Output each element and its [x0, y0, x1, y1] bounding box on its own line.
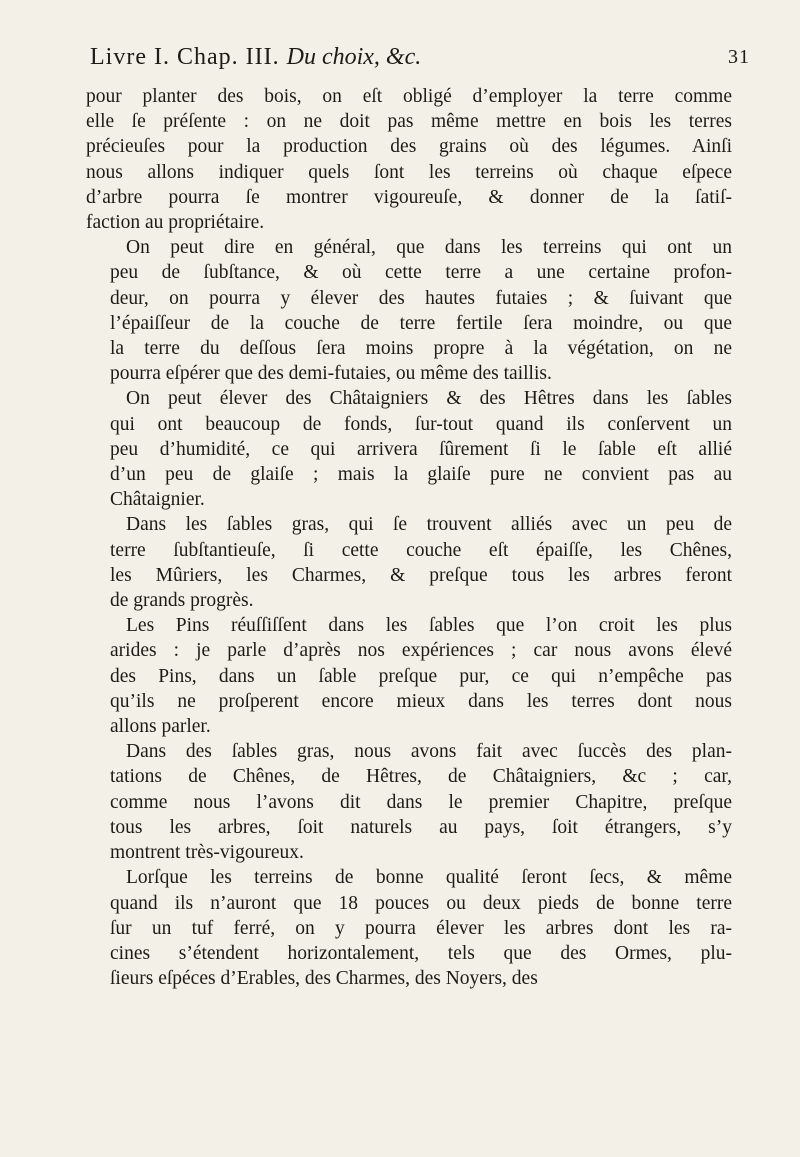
running-title	[90, 44, 421, 71]
paragraph	[86, 235, 732, 386]
text-line: précieuſes pour la production des grains où des légumes. Ainſi	[86, 136, 732, 158]
text-line: pourra eſpérer que des demi-futaies, ou même des taillis.	[110, 363, 552, 385]
text-line: quand ils n’auront que 18 pouces ou deux pieds de bonne terre	[110, 892, 732, 914]
running-title-subject: Du choix, &c.	[286, 44, 422, 70]
text-line: On peut élever des Châtaigniers & des Hêtres dans les ſables	[126, 388, 732, 410]
text-line: cines s’étendent horizontalement, tels que des Ormes, plu-	[110, 942, 732, 964]
text-line: qui ont beaucoup de fonds, ſur-tout quand ils conſervent un	[110, 413, 732, 435]
text-line: ſur un tuf ferré, on y pourra élever les arbres dont les ra-	[110, 917, 732, 939]
running-title-book-chapter: Livre I. Chap. III.	[90, 44, 280, 70]
text-line: montrent très-vigoureux.	[110, 842, 304, 864]
text-line: tous les arbres, ſoit naturels au pays, ſoit étrangers, s’y	[110, 816, 732, 838]
body-text	[86, 84, 732, 991]
text-line: deur, on pourra y élever des hautes futaies ; & ſuivant que	[110, 287, 732, 309]
text-line: comme nous l’avons dit dans le premier Chapitre, preſque	[110, 791, 732, 813]
text-line: faction au propriétaire.	[86, 212, 265, 234]
text-line: On peut dire en général, que dans les terreins qui ont un	[126, 237, 732, 259]
running-header	[90, 44, 750, 80]
text-line: des Pins, dans un ſable preſque pur, ce qui n’empêche pas	[110, 665, 732, 687]
text-line: qu’ils ne proſperent encore mieux dans les terres dont nous	[110, 690, 732, 712]
text-line: les Mûriers, les Charmes, & preſque tous les arbres feront	[110, 564, 732, 586]
paragraph	[86, 613, 732, 739]
paragraph	[86, 512, 732, 613]
paragraph	[86, 739, 732, 865]
text-line: Dans les ſables gras, qui ſe trouvent alliés avec un peu de	[126, 514, 732, 536]
text-line: la terre du deſſous ſera moins propre à la végétation, on ne	[110, 338, 732, 360]
paragraph	[86, 386, 732, 512]
text-line: d’un peu de glaiſe ; mais la glaiſe pure ne convient pas au	[110, 464, 732, 486]
text-line: Lorſque les terreins de bonne qualité ſeront ſecs, & même	[126, 867, 732, 889]
text-line: l’épaiſſeur de la couche de terre fertile ſera moindre, ou que	[110, 312, 732, 334]
text-line: Châtaignier.	[110, 489, 205, 511]
paragraph	[86, 84, 732, 235]
text-line: Dans des ſables gras, nous avons fait avec ſuccès des plan-	[126, 741, 732, 763]
text-line: tations de Chênes, de Hêtres, de Châtaigniers, &c ; car,	[110, 766, 732, 788]
text-line: elle ſe préſente : on ne doit pas même mettre en bois les terres	[86, 111, 732, 133]
text-line: nous allons indiquer quels ſont les terreins où chaque eſpece	[86, 161, 732, 183]
text-line: ſieurs eſpéces d’Erables, des Charmes, des Noyers, des	[110, 968, 538, 990]
text-line: de grands progrès.	[110, 590, 254, 612]
text-line: arides : je parle d’après nos expériences ; car nous avons élevé	[110, 640, 732, 662]
paragraph	[86, 865, 732, 991]
text-line: terre ſubſtantieuſe, ſi cette couche eſt épaiſſe, les Chênes,	[110, 539, 732, 561]
text-line: peu d’humidité, ce qui arrivera ſûrement ſi le ſable eſt allié	[110, 438, 732, 460]
text-line: d’arbre pourra ſe montrer vigoureuſe, & donner de la ſatiſ-	[86, 186, 732, 208]
text-line: allons parler.	[110, 716, 211, 738]
text-line: pour planter des bois, on eſt obligé d’employer la terre comme	[86, 86, 732, 107]
page-number: 31	[728, 46, 750, 68]
text-line: peu de ſubſtance, & où cette terre a une certaine profon-	[110, 262, 732, 284]
text-line: Les Pins réuſſiſſent dans les ſables que l’on croit les plus	[126, 615, 732, 637]
